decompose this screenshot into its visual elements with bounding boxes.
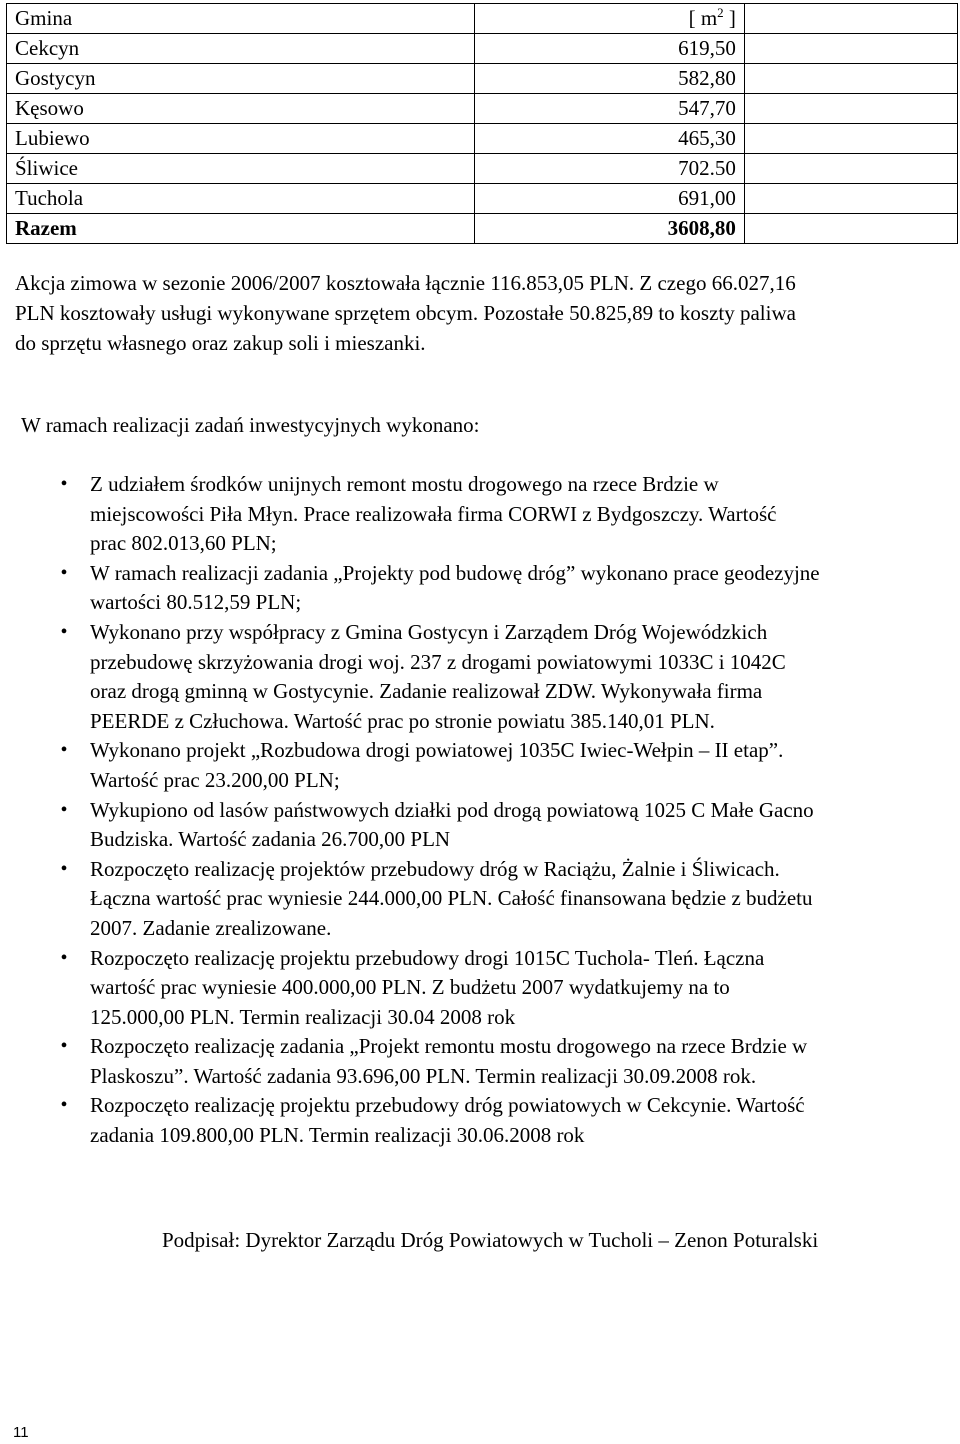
table-row <box>7 124 958 154</box>
table-row <box>7 184 958 214</box>
list-item <box>0 855 948 944</box>
bullet-icon: • <box>60 857 68 880</box>
list-item <box>0 736 948 795</box>
item-line: 125.000,00 PLN. Termin realizacji 30.04 2008 rok <box>90 1004 516 1029</box>
table-row <box>7 94 958 124</box>
row-name: Tuchola <box>7 184 475 214</box>
bullet-icon: • <box>60 1035 68 1058</box>
item-line: Rozpoczęto realizację projektu przebudowy dróg powiatowych w Cekcynie. Wartość <box>90 1093 805 1118</box>
empty-cell <box>744 64 957 94</box>
row-name: Śliwice <box>7 154 475 184</box>
header-gmina: Gmina <box>7 4 475 34</box>
empty-cell <box>744 124 957 154</box>
total-value: 3608,80 <box>474 214 744 244</box>
item-line: wartości 80.512,59 PLN; <box>90 590 302 615</box>
investments-heading: W ramach realizacji zadań inwestycyjnych wykonano: <box>21 413 480 437</box>
row-name: Gostycyn <box>7 64 475 94</box>
item-line: Wykupiono od lasów państwowych działki pod drogą powiatową 1025 C Małe Gacno <box>90 797 814 822</box>
table-row <box>7 154 958 184</box>
list-item <box>0 1032 948 1091</box>
bullet-icon: • <box>60 798 68 821</box>
empty-cell <box>744 4 957 34</box>
unit-exponent: 2 <box>717 5 724 20</box>
unit-close: ] <box>723 6 736 30</box>
bullet-icon: • <box>60 620 68 643</box>
header-unit <box>474 4 744 34</box>
item-line: PEERDE z Człuchowa. Wartość prac po stronie powiatu 385.140,01 PLN. <box>90 708 715 733</box>
table-row <box>7 64 958 94</box>
row-name: Lubiewo <box>7 124 475 154</box>
empty-cell <box>744 184 957 214</box>
area-table <box>6 3 958 244</box>
list-item <box>0 944 948 1033</box>
list-item <box>0 618 948 736</box>
item-line: Plaskoszu”. Wartość zadania 93.696,00 PLN. Termin realizacji 30.09.2008 rok. <box>90 1063 757 1088</box>
paragraph-line: Akcja zimowa w sezonie 2006/2007 kosztowała łącznie 116.853,05 PLN. Z czego 66.027,16 <box>15 271 796 295</box>
bullet-icon: • <box>60 473 68 495</box>
item-line: miejscowości Piła Młyn. Prace realizowała firma CORWI z Bydgoszczy. Wartość <box>90 501 777 526</box>
signature-line: Podpisał: Dyrektor Zarządu Dróg Powiatowych w Tucholi – Zenon Poturalski <box>162 1228 819 1252</box>
item-line: Rozpoczęto realizację projektów przebudowy dróg w Raciążu, Żalnie i Śliwicach. <box>90 856 780 881</box>
item-line: wartość prac wyniesie 400.000,00 PLN. Z budżetu 2007 wydatkujemy na to <box>90 975 730 1000</box>
empty-cell <box>744 214 957 244</box>
item-line: zadania 109.800,00 PLN. Termin realizacji 30.06.2008 rok <box>90 1123 585 1148</box>
table-row <box>7 34 958 64</box>
row-value: 547,70 <box>474 94 744 124</box>
bullet-icon: • <box>60 561 68 584</box>
list-item <box>0 1091 948 1150</box>
investments-list <box>0 470 948 1151</box>
list-item <box>0 559 948 618</box>
item-line: Wykonano przy współpracy z Gmina Gostycyn i Zarządem Dróg Wojewódzkich <box>90 619 768 644</box>
bullet-icon: • <box>60 1094 68 1117</box>
list-item <box>0 796 948 855</box>
table-header-row <box>7 4 958 34</box>
empty-cell <box>744 94 957 124</box>
winter-action-paragraph <box>15 268 945 358</box>
item-line: Wartość prac 23.200,00 PLN; <box>90 767 340 792</box>
unit-open: [ m <box>688 6 718 30</box>
total-label: Razem <box>7 214 475 244</box>
paragraph-line: PLN kosztowały usługi wykonywane sprzętem obcym. Pozostałe 50.825,89 to koszty paliwa <box>15 301 796 325</box>
empty-cell <box>744 154 957 184</box>
list-item <box>0 470 948 559</box>
row-value: 619,50 <box>474 34 744 64</box>
row-value: 691,00 <box>474 184 744 214</box>
table-total-row <box>7 214 958 244</box>
item-line: Łączna wartość prac wyniesie 244.000,00 PLN. Całość finansowana będzie z budżetu <box>90 886 813 911</box>
row-value: 582,80 <box>474 64 744 94</box>
empty-cell <box>744 34 957 64</box>
row-value: 465,30 <box>474 124 744 154</box>
bullet-icon: • <box>60 739 68 762</box>
row-name: Cekcyn <box>7 34 475 64</box>
bullet-icon: • <box>60 946 68 969</box>
item-line: Z udziałem środków unijnych remont mostu drogowego na rzece Brdzie w <box>90 472 719 496</box>
item-line: Rozpoczęto realizację zadania „Projekt remontu mostu drogowego na rzece Brdzie w <box>90 1034 808 1059</box>
item-line: przebudowę skrzyżowania drogi woj. 237 z drogami powiatowymi 1033C i 1042C <box>90 649 786 674</box>
item-line: Rozpoczęto realizację projektu przebudowy drogi 1015C Tuchola- Tleń. Łączna <box>90 945 765 970</box>
item-line: prac 802.013,60 PLN; <box>90 531 277 556</box>
item-line: oraz drogą gminną w Gostycynie. Zadanie realizował ZDW. Wykonywała firma <box>90 679 763 704</box>
item-line: Budziska. Wartość zadania 26.700,00 PLN <box>90 827 451 852</box>
item-line: W ramach realizacji zadania „Projekty pod budowę dróg” wykonano prace geodezyjne <box>90 560 820 585</box>
paragraph-line: do sprzętu własnego oraz zakup soli i mieszanki. <box>15 331 426 355</box>
row-value: 702.50 <box>474 154 744 184</box>
item-line: 2007. Zadanie zrealizowane. <box>90 915 332 940</box>
item-line: Wykonano projekt „Rozbudowa drogi powiatowej 1035C Iwiec-Wełpin – II etap”. <box>90 738 784 763</box>
row-name: Kęsowo <box>7 94 475 124</box>
page-number: 11 <box>13 1424 29 1441</box>
